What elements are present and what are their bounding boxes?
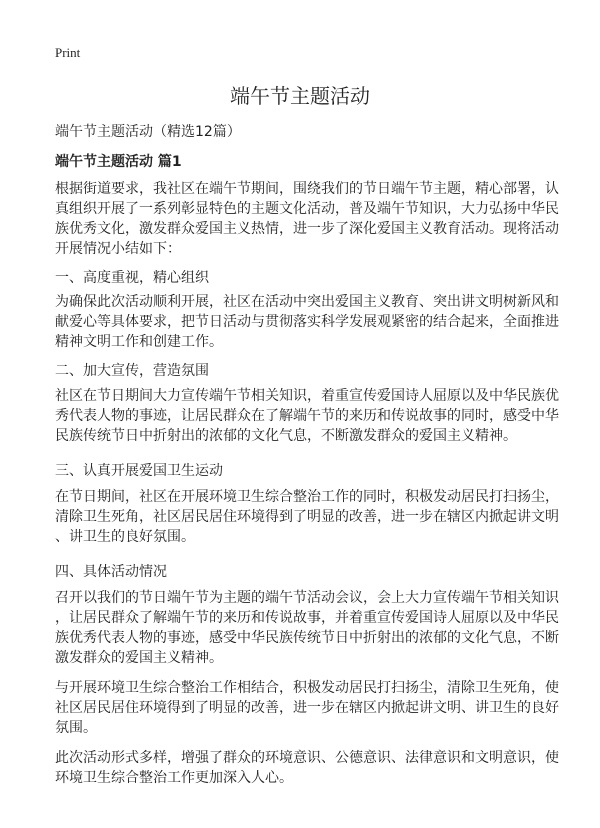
text-line: 环境卫生综合整治工作更加深入人心。 — [55, 770, 293, 786]
text-line: 为确保此次活动顺利开展，社区在活动中突出爱国主义教育、突出讲文明树新风和 — [55, 294, 559, 310]
text-line: 族优秀文化，激发群众爱国主义热情，进一步了深化爱国主义教育活动。现将活动 — [55, 221, 559, 237]
text-line: 秀代表人物的事迹，让居民群众在了解端午节的来历和传说故事的同时，感受中华 — [55, 408, 559, 424]
text-line: 与开展环境卫生综合整治工作相结合，积极发动居民打扫扬尘，清除卫生死角，使 — [55, 680, 559, 696]
document-subtitle: 端午节主题活动（精选12篇） — [55, 124, 241, 140]
text-line: 激发群众的爱国主义精神。 — [55, 650, 223, 666]
print-label: Print — [55, 45, 81, 60]
text-line: 献爱心等具体要求，把节日活动与贯彻落实科学发展观紧密的结合起来，全面推进 — [55, 314, 559, 330]
text-line: 族优秀代表人物的事迹，感受中华民族传统节日中折射出的浓郁的文化气息，不断 — [55, 630, 559, 646]
paragraph — [55, 678, 559, 738]
text-line: 召开以我们的节日端午节为主题的端午节活动会议，会上大力宣传端午节相关知识 — [55, 590, 559, 606]
text-line: 民族传统节日中折射出的浓郁的文化气息，不断激发群众的爱国主义精神。 — [55, 428, 517, 444]
text-line: 开展情况小结如下： — [55, 241, 181, 257]
text-line: 氛围。 — [55, 720, 97, 736]
paragraph — [55, 748, 559, 788]
text-line: 根据街道要求，我社区在端午节期间，围绕我们的节日端午节主题，精心部署，认 — [55, 181, 559, 197]
paragraph — [55, 487, 559, 547]
text-line: 、讲卫生的良好氛围。 — [55, 529, 195, 545]
text-line: 真组织开展了一系列彰显特色的主题文化活动，普及端午节知识，大力弘扬中华民 — [55, 201, 559, 217]
text-line: ，让居民群众了解端午节的来历和传说故事，并着重宣传爱国诗人屈原以及中华民 — [55, 610, 559, 626]
section-heading: 二、加大宣传，营造氛围 — [55, 363, 209, 379]
article-heading: 端午节主题活动 篇1 — [55, 154, 182, 170]
paragraph — [55, 292, 559, 352]
text-line: 社区居民居住环境得到了明显的改善，进一步在辖区内掀起讲文明、讲卫生的良好 — [55, 700, 559, 716]
text-line: 清除卫生死角，社区居民居住环境得到了明显的改善，进一步在辖区内掀起讲文明 — [55, 509, 559, 525]
page-title: 端午节主题活动 — [230, 84, 370, 108]
section-heading: 三、认真开展爱国卫生运动 — [55, 463, 223, 479]
section-heading: 四、具体活动情况 — [55, 564, 167, 580]
text-line: 在节日期间，社区在开展环境卫生综合整治工作的同时，积极发动居民打扫扬尘， — [55, 489, 559, 505]
text-line: 此次活动形式多样，增强了群众的环境意识、公德意识、法律意识和文明意识，使 — [55, 750, 559, 766]
paragraph — [55, 386, 559, 446]
section-heading: 一、高度重视，精心组织 — [55, 270, 209, 286]
paragraph — [55, 179, 559, 259]
paragraph — [55, 588, 559, 668]
text-line: 社区在节日期间大力宣传端午节相关知识，着重宣传爱国诗人屈原以及中华民族优 — [55, 388, 559, 404]
text-line: 精神文明工作和创建工作。 — [55, 334, 223, 350]
